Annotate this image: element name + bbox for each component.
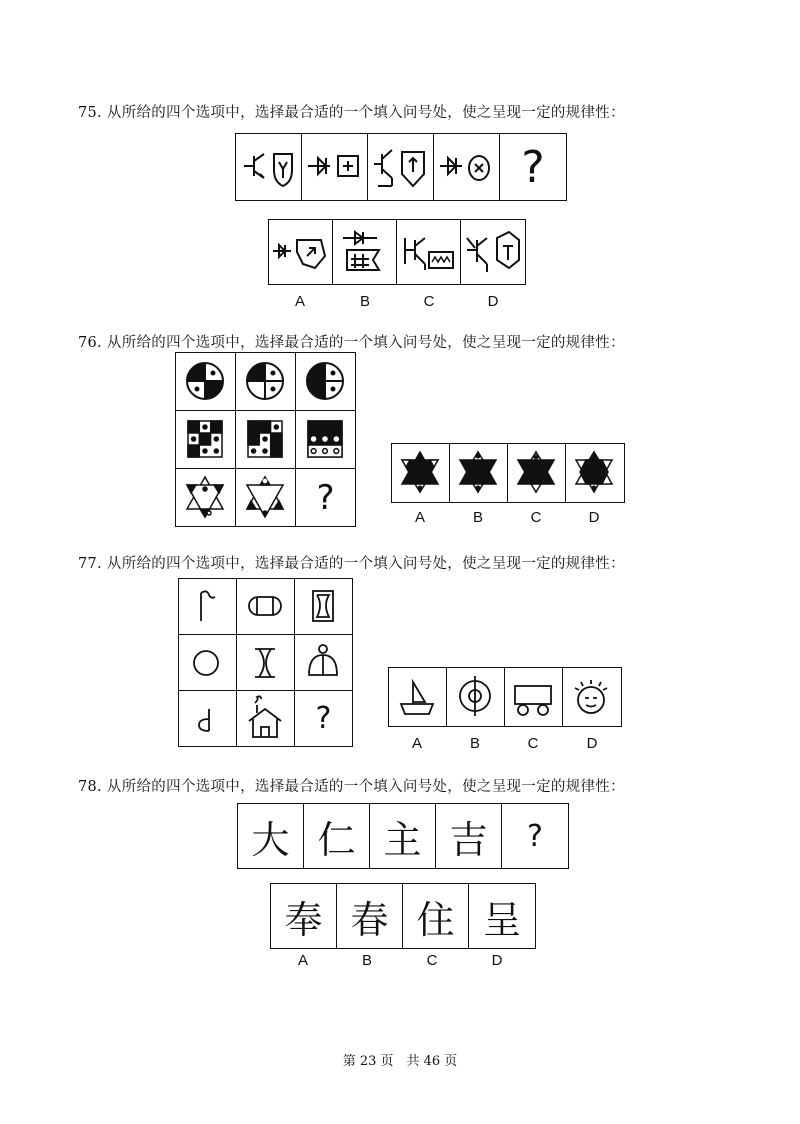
- q77-reel-figure: [237, 635, 295, 691]
- q78-stem-char-2: 仁: [304, 804, 370, 868]
- question-75: [78, 101, 625, 122]
- q75-option-a-label: A: [294, 293, 305, 310]
- q76-star-1: [176, 469, 236, 527]
- q77-option-a-label: A: [411, 735, 422, 752]
- question-text: 从所给的四个选项中，选择最合适的一个填入问号处，使之呈现一定的规律性：: [106, 105, 625, 121]
- question-text: 从所给的四个选项中，选择最合适的一个填入问号处，使之呈现一定的规律性：: [106, 556, 625, 572]
- q77-question-cell: [295, 691, 353, 747]
- q78-question-cell: [502, 804, 568, 868]
- q76-option-c-figure[interactable]: [508, 444, 566, 502]
- q78-stem-char-3: 主: [370, 804, 436, 868]
- question-76: [78, 331, 625, 352]
- q76-circle-3: [296, 353, 356, 411]
- q77-option-d-label: D: [586, 735, 598, 752]
- page-footer: 第 23 页 共 46 页: [342, 1054, 458, 1069]
- q78-options-row: [270, 883, 536, 949]
- q75-stem-figure-4: [434, 134, 500, 200]
- q78-option-a-label: A: [297, 952, 308, 969]
- q78-option-b-label: B: [361, 952, 372, 969]
- q77-capsule-figure: [237, 579, 295, 635]
- q78-option-a-char[interactable]: 奉: [271, 884, 337, 948]
- q77-hourglass-figure: [295, 579, 353, 635]
- q78-stem-char-1: 大: [238, 804, 304, 868]
- question-mark: ?: [527, 818, 543, 854]
- question-text: 从所给的四个选项中，选择最合适的一个填入问号处，使之呈现一定的规律性：: [106, 335, 625, 351]
- q76-option-c-label: C: [530, 509, 542, 526]
- q77-option-d-figure[interactable]: [563, 668, 621, 726]
- question-mark: ?: [521, 141, 545, 193]
- q78-option-c-char[interactable]: 住: [403, 884, 469, 948]
- q76-option-a-label: A: [414, 509, 425, 526]
- q76-grid-1: [176, 411, 236, 469]
- q77-option-c-label: C: [527, 735, 539, 752]
- q76-star-2: [236, 469, 296, 527]
- q77-flag-figure: [179, 579, 237, 635]
- question-number: 78.: [78, 779, 102, 795]
- q75-option-d-figure[interactable]: [461, 220, 525, 284]
- q77-bell-figure: [295, 635, 353, 691]
- q78-stem-char-4: 吉: [436, 804, 502, 868]
- q75-option-c-label: C: [423, 293, 435, 310]
- question-number: 75.: [78, 105, 102, 121]
- q75-stem-figure-1: [236, 134, 302, 200]
- q75-option-c-figure[interactable]: [397, 220, 461, 284]
- q78-option-b-char[interactable]: 春: [337, 884, 403, 948]
- q75-options-row: [268, 219, 526, 285]
- question-77: [78, 552, 625, 573]
- q76-option-d-label: D: [588, 509, 600, 526]
- q77-option-a-figure[interactable]: [389, 668, 447, 726]
- q77-half-circle-figure: [179, 691, 237, 747]
- q76-option-b-figure[interactable]: [450, 444, 508, 502]
- question-mark: ?: [315, 701, 332, 736]
- q77-matrix: [178, 578, 353, 747]
- question-78: [78, 775, 625, 796]
- q75-question-cell: [500, 134, 566, 200]
- q78-option-c-label: C: [426, 952, 438, 969]
- q77-option-c-figure[interactable]: [505, 668, 563, 726]
- q76-matrix: [175, 352, 356, 527]
- question-number: 76.: [78, 335, 102, 351]
- q75-stem-figure-3: [368, 134, 434, 200]
- q77-options-row: [388, 667, 622, 727]
- q77-option-b-label: B: [469, 735, 480, 752]
- q78-option-d-label: D: [491, 952, 503, 969]
- q75-option-a-figure[interactable]: [269, 220, 333, 284]
- q76-option-a-figure[interactable]: [392, 444, 450, 502]
- q75-option-b-label: B: [359, 293, 370, 310]
- q77-house-figure: [237, 691, 295, 747]
- q75-option-b-figure[interactable]: [333, 220, 397, 284]
- q76-options-row: [391, 443, 625, 503]
- q76-question-cell: [296, 469, 356, 527]
- q78-option-d-char[interactable]: 呈: [482, 897, 521, 942]
- q76-grid-2: [236, 411, 296, 469]
- q76-circle-2: [236, 353, 296, 411]
- question-mark: ?: [316, 477, 335, 518]
- q77-circle-figure: [179, 635, 237, 691]
- q77-option-b-figure[interactable]: [447, 668, 505, 726]
- q76-option-b-label: B: [472, 509, 483, 526]
- q75-stem-row: [235, 133, 567, 201]
- question-number: 77.: [78, 556, 102, 572]
- q76-circle-1: [176, 353, 236, 411]
- q75-option-d-label: D: [487, 293, 499, 310]
- q76-grid-3: [296, 411, 356, 469]
- question-text: 从所给的四个选项中，选择最合适的一个填入问号处，使之呈现一定的规律性：: [106, 779, 625, 795]
- q78-stem-row: [237, 803, 569, 869]
- q75-stem-figure-2: [302, 134, 368, 200]
- q76-option-d-figure[interactable]: [566, 444, 624, 502]
